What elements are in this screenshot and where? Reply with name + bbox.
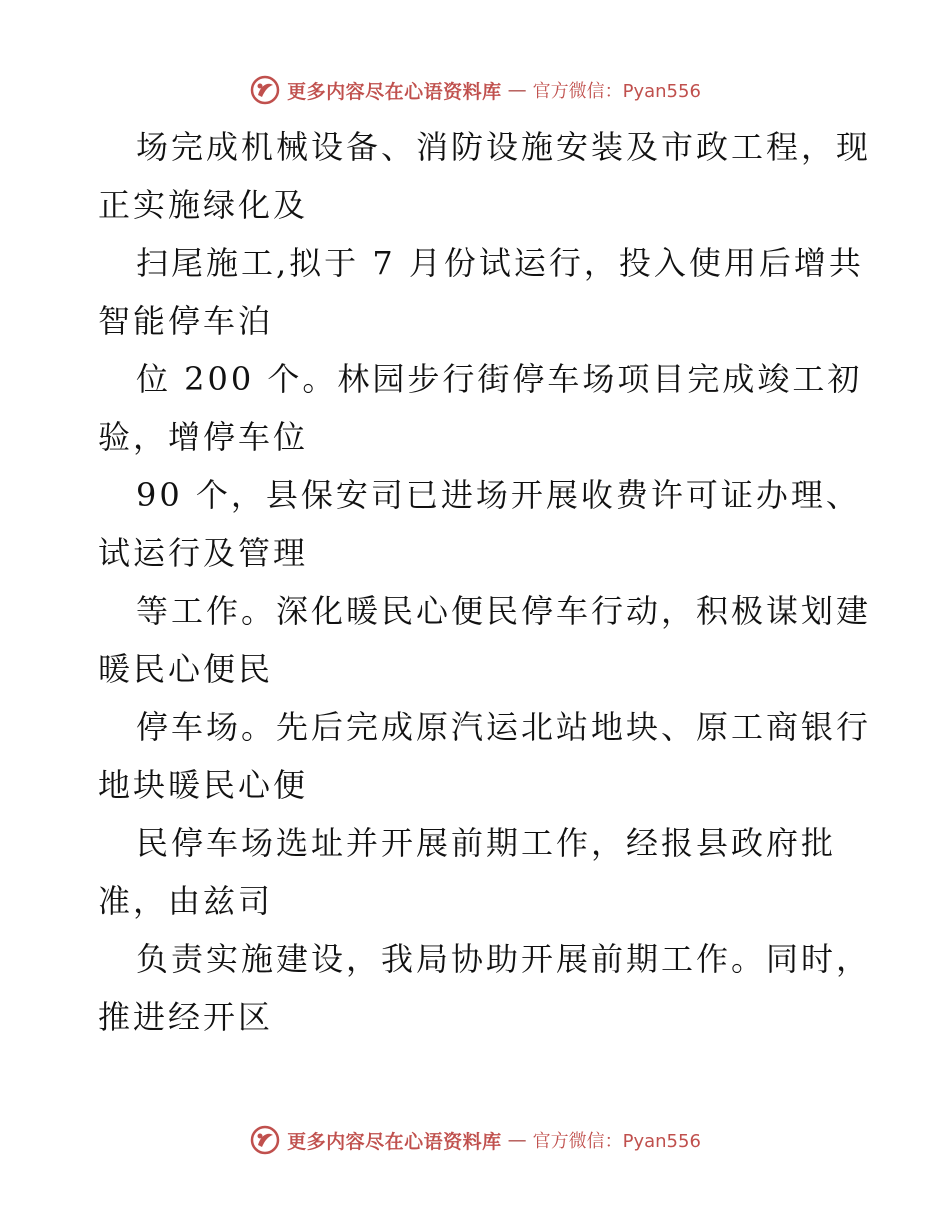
logo-icon bbox=[249, 74, 281, 106]
body-line: 地块暖民心便 bbox=[98, 766, 309, 804]
body-line: 扫尾施工,拟于 7 月份试运行，投入使用后增共 bbox=[136, 244, 864, 282]
body-line: 推进经开区 bbox=[98, 998, 274, 1036]
footer-wechat: 官方微信：Pyan556 bbox=[532, 1131, 701, 1152]
header-wechat: 官方微信：Pyan556 bbox=[532, 81, 701, 102]
footer-text: 更多内容尽在心语资料库 bbox=[287, 1130, 502, 1153]
body-line: 停车场。先后完成原汽运北站地块、原工商银行 bbox=[136, 708, 872, 746]
logo-icon bbox=[249, 1124, 281, 1156]
footer-separator: — bbox=[507, 1129, 527, 1151]
body-line: 暖民心便民 bbox=[98, 650, 274, 688]
body-line: 正实施绿化及 bbox=[98, 186, 309, 224]
footer-banner bbox=[0, 1120, 950, 1160]
body-line: 验，增停车位 bbox=[98, 418, 309, 456]
body-line: 等工作。深化暖民心便民停车行动，积极谋划建 bbox=[136, 592, 872, 630]
document-body bbox=[98, 118, 878, 1046]
body-line: 90 个，县保安司已进场开展收费许可证办理、 bbox=[136, 476, 861, 514]
header-separator: — bbox=[507, 79, 527, 101]
body-line: 智能停车泊 bbox=[98, 302, 274, 340]
body-line: 准，由兹司 bbox=[98, 882, 274, 920]
header-text: 更多内容尽在心语资料库 bbox=[287, 80, 502, 103]
body-line: 民停车场选址并开展前期工作，经报县政府批 bbox=[136, 824, 837, 862]
body-line: 位 200 个。林园步行街停车场项目完成竣工初 bbox=[136, 360, 863, 398]
body-line: 试运行及管理 bbox=[98, 534, 309, 572]
header-banner bbox=[0, 70, 950, 110]
body-line: 场完成机械设备、消防设施安装及市政工程，现 bbox=[136, 128, 872, 166]
body-line: 负责实施建设，我局协助开展前期工作。同时， bbox=[136, 940, 872, 978]
